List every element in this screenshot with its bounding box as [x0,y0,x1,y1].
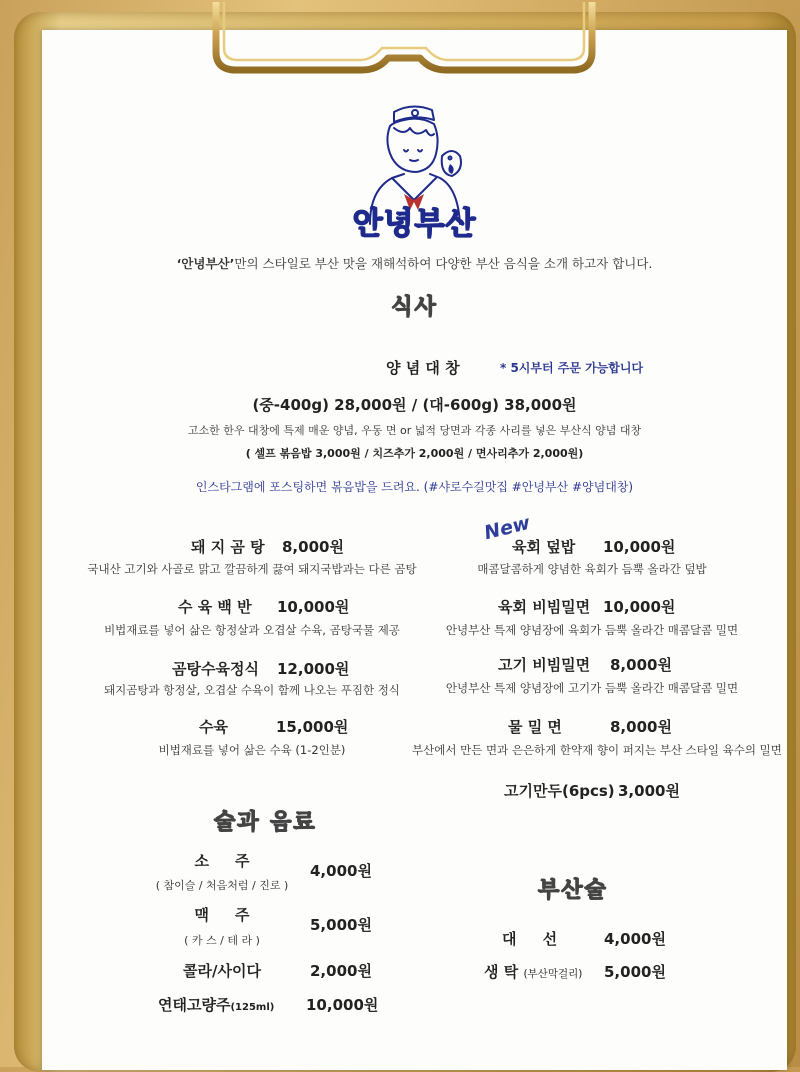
menu-item-price: 15,000원 [276,718,349,736]
menu-item-price: 10,000원 [603,598,676,616]
menu-item-name: 돼 지 곰 탕 [191,538,265,556]
drink-name: 맥 주 [194,906,250,924]
section-title-meal: 식사 [391,295,438,320]
menu-item-name: 고기 비빔밀면 [498,656,591,674]
menu-item-desc: 안녕부산 특제 양념장에 육회가 듬뿍 올라간 매콤달콤 밀면 [445,623,739,637]
featured-name: 양 념 대 창 [386,359,460,377]
drink-price: 5,000원 [310,916,372,934]
featured-addons: ( 셀프 볶음밥 3,000원 / 치즈추가 2,000원 / 면사리추가 2,000원) [245,447,584,460]
liquor-name [484,961,582,982]
menu-item-price: 8,000원 [610,718,672,736]
menu-item-desc: 돼지곰탕과 항정살, 오겹살 수육이 함께 나오는 푸짐한 정식 [104,683,400,697]
intro-brand: ‘안녕부산’ [176,256,235,271]
drink-name [158,994,274,1015]
clipboard-clip-icon [212,0,596,78]
drink-price: 4,000원 [310,862,372,880]
liquor-name-text: 생 탁 [484,963,519,981]
menu-item-desc: 비법재료를 넣어 삶은 수육 (1-2인분) [158,743,346,757]
liquor-price: 4,000원 [604,930,666,948]
featured-promo: 인스타그램에 포스팅하면 볶음밥을 드려요. (#샤로수길맛집 #안녕부산 #양념대창) [195,480,634,494]
menu-item-price: 10,000원 [277,598,350,616]
menu-item-name: 물 밀 면 [508,718,562,736]
menu-item-desc: 비법재료를 넣어 삶은 항정살과 오겹살 수육, 곰탕국물 제공 [104,623,400,637]
menu-item-name: 수육 [199,718,228,736]
menu-item-name: 수 육 백 반 [178,598,252,616]
menu-item-desc: 안녕부산 특제 양념장에 고기가 듬뿍 올라간 매콤달콤 밀면 [445,681,739,695]
menu-item-desc: 매콤달콤하게 양념한 육회가 듬뿍 올라간 덮밥 [477,562,707,576]
drink-price: 2,000원 [310,962,372,980]
brand-logo-text: 안녕부산 [352,206,477,242]
menu-item-price: 3,000원 [618,782,680,800]
menu-item-desc: 국내산 고기와 사골로 맑고 깔끔하게 끓여 돼지국밥과는 다른 곰탕 [87,562,417,576]
drink-name: 콜라/사이다 [183,962,261,980]
drink-price: 10,000원 [306,996,379,1014]
liquor-price: 5,000원 [604,963,666,981]
menu-item-name: 곰탕수육정식 [172,660,259,678]
menu-item-price: 10,000원 [603,538,676,556]
intro-body: 만의 스타일로 부산 맛을 재해석하여 다양한 부산 음식을 소개 하고자 합니다. [234,256,653,271]
liquor-sub: (부산막걸리) [523,968,583,980]
liquor-name: 대 선 [502,930,558,948]
drink-sub: ( 카 스 / 테 라 ) [184,934,260,947]
featured-price: (중-400g) 28,000원 / (대-600g) 38,000원 [252,396,577,414]
menu-item-name: 육회 덮밥 [512,538,576,556]
drink-sub: ( 참이슬 / 처음처럼 / 진로 ) [155,879,289,892]
intro-text [42,254,787,272]
menu-item-price: 8,000원 [282,538,344,556]
menu-item-name: 육회 비빔밀면 [498,598,591,616]
featured-note: * 5시부터 주문 가능합니다 [500,361,644,375]
new-badge: New [482,511,533,545]
menu-item-price: 8,000원 [610,656,672,674]
drink-name: 소 주 [194,852,250,870]
menu-item-price: 12,000원 [277,660,350,678]
drink-sub: (125ml) [230,1002,275,1013]
menu-paper [42,30,787,1070]
section-title-busan-liquor: 부산술 [538,878,608,903]
menu-item-name: 고기만두(6pcs) [504,782,615,800]
featured-desc: 고소한 한우 대창에 특제 매운 양념, 우동 면 or 넓적 당면과 각종 사리를 넣은 부산식 양념 대창 [187,424,642,437]
section-title-drinks: 술과 음료 [214,810,317,835]
drink-name-text: 연태고량주 [158,996,231,1014]
menu-item-desc: 부산에서 만든 면과 은은하게 한약재 향이 퍼지는 부산 스타일 육수의 밀면 [412,743,782,757]
